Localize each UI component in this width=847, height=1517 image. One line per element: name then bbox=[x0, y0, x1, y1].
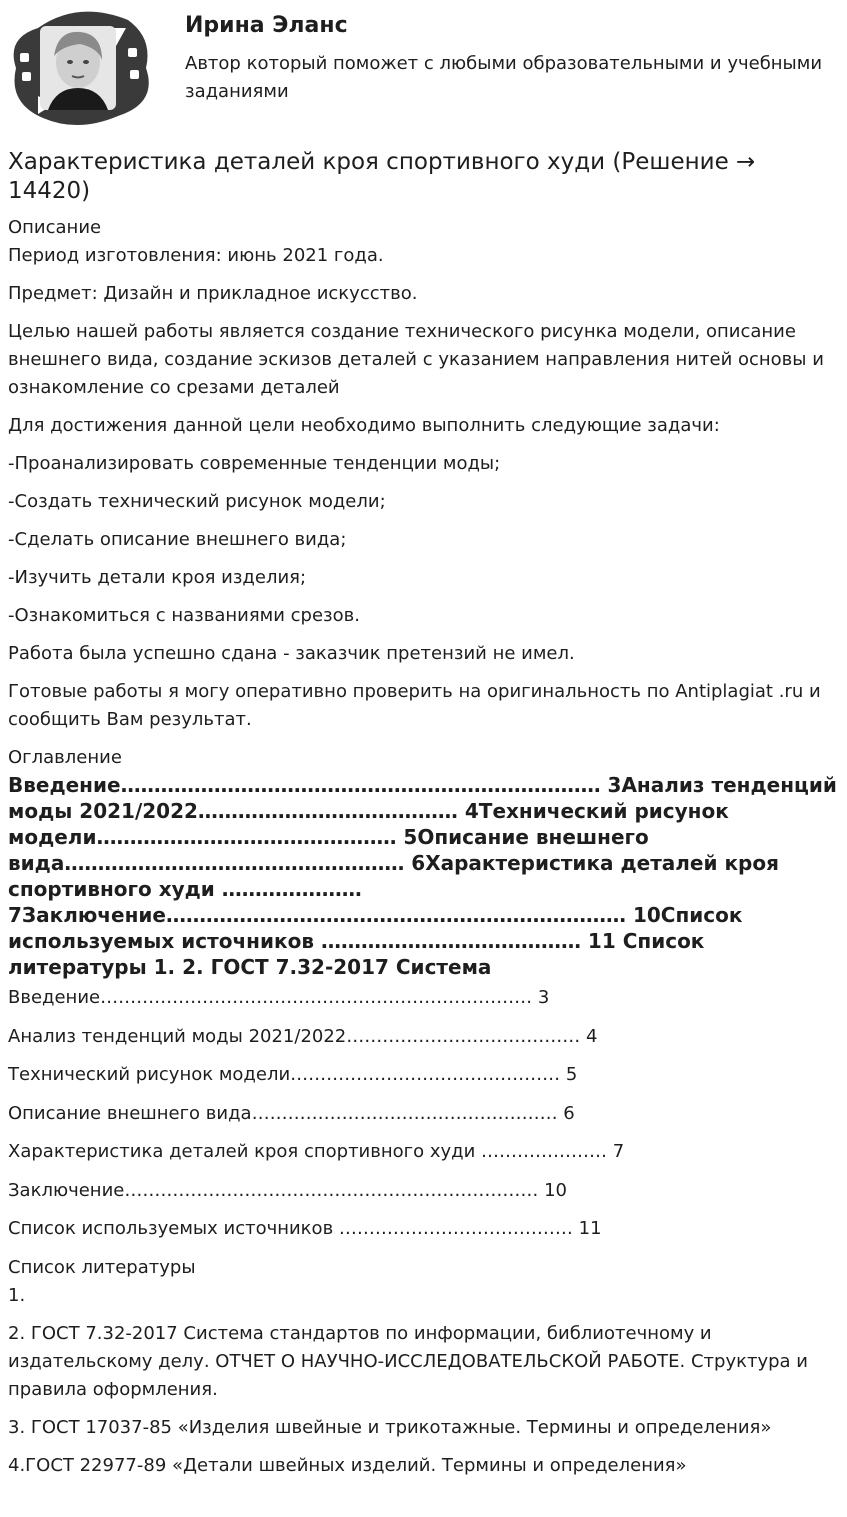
toc-line: Характеристика деталей кроя спортивного худи ………………… 7 bbox=[8, 1141, 625, 1162]
description-paragraph: Для достижения данной цели необходимо выполнить следующие задачи: bbox=[8, 415, 720, 436]
description-paragraph: -Ознакомиться с названиями срезов. bbox=[8, 605, 360, 626]
toc-line: Введение……………………………………………………………… 3 bbox=[8, 987, 550, 1008]
toc-line: Технический рисунок модели……………………………………… 5 bbox=[8, 1064, 578, 1085]
literature-item: 2. ГОСТ 7.32-2017 Система стандартов по информации, библиотечному и издательскому делу. ОТЧЕТ О НАУЧНО-ИССЛЕДОВАТЕЛЬСКОЙ РАБОТЕ. Структура и правила оформления. bbox=[8, 1322, 808, 1400]
literature-item: 3. ГОСТ 17037-85 «Изделия швейные и трикотажные. Термины и определения» bbox=[8, 1416, 772, 1438]
literature-item: 1. bbox=[8, 1284, 26, 1306]
literature-label: Список литературы bbox=[8, 1256, 196, 1278]
author-name[interactable]: Ирина Эланс bbox=[185, 13, 348, 38]
author-header bbox=[0, 0, 847, 130]
description-paragraph: Готовые работы я могу оперативно проверить на оригинальность по Antiplagiat .ru и сообщить Вам результат. bbox=[8, 681, 821, 730]
main-content bbox=[8, 148, 840, 1490]
description-paragraph: Период изготовления: июнь 2021 года. bbox=[8, 245, 384, 266]
toc-line: Описание внешнего вида…………………………………………… 6 bbox=[8, 1102, 575, 1124]
toc-label: Оглавление bbox=[8, 747, 122, 768]
toc-bold-block: Введение……………………………………………………………… 3Анализ тенденций моды 2021/2022………………………………… 4Технический рисунок модели……………………………………… 5Описание внешнего вида…………………………………………… 6Характеристика деталей кроя спортивного худи ………………… 7Заключение…………………………………………………………… 10Список используемых источников ………………………………… 11 Список литературы 1. 2. ГОСТ 7.32-2017 Система bbox=[8, 773, 837, 979]
description-paragraph: -Изучить детали кроя изделия; bbox=[8, 567, 307, 588]
toc-line: Заключение…………………………………………………………… 10 bbox=[8, 1179, 567, 1201]
toc-line: Список используемых источников ………………………………… 11 bbox=[8, 1218, 602, 1239]
description-label: Описание bbox=[8, 217, 102, 238]
description-paragraph: Работа была успешно сдана - заказчик претензий не имел. bbox=[8, 643, 575, 664]
page-title: Характеристика деталей кроя спортивного худи (Решение → 14420) bbox=[8, 149, 756, 204]
description-paragraph: -Сделать описание внешнего вида; bbox=[8, 529, 347, 550]
description-paragraph: Предмет: Дизайн и прикладное искусство. bbox=[8, 283, 418, 304]
author-avatar[interactable] bbox=[8, 8, 150, 126]
description-paragraph: -Проанализировать современные тенденции моды; bbox=[8, 453, 501, 474]
toc-line: Анализ тенденций моды 2021/2022………………………………… 4 bbox=[8, 1025, 598, 1047]
author-description: Автор который поможет с любыми образовательными и учебными заданиями bbox=[185, 53, 823, 102]
description-paragraph: Целью нашей работы является создание технического рисунка модели, описание внешнего вида, создание эскизов деталей с указанием направления нитей основы и ознакомление со срезами деталей bbox=[8, 321, 824, 398]
description-paragraph: -Создать технический рисунок модели; bbox=[8, 491, 386, 512]
literature-item: 4.ГОСТ 22977-89 «Детали швейных изделий. Термины и определения» bbox=[8, 1454, 687, 1476]
